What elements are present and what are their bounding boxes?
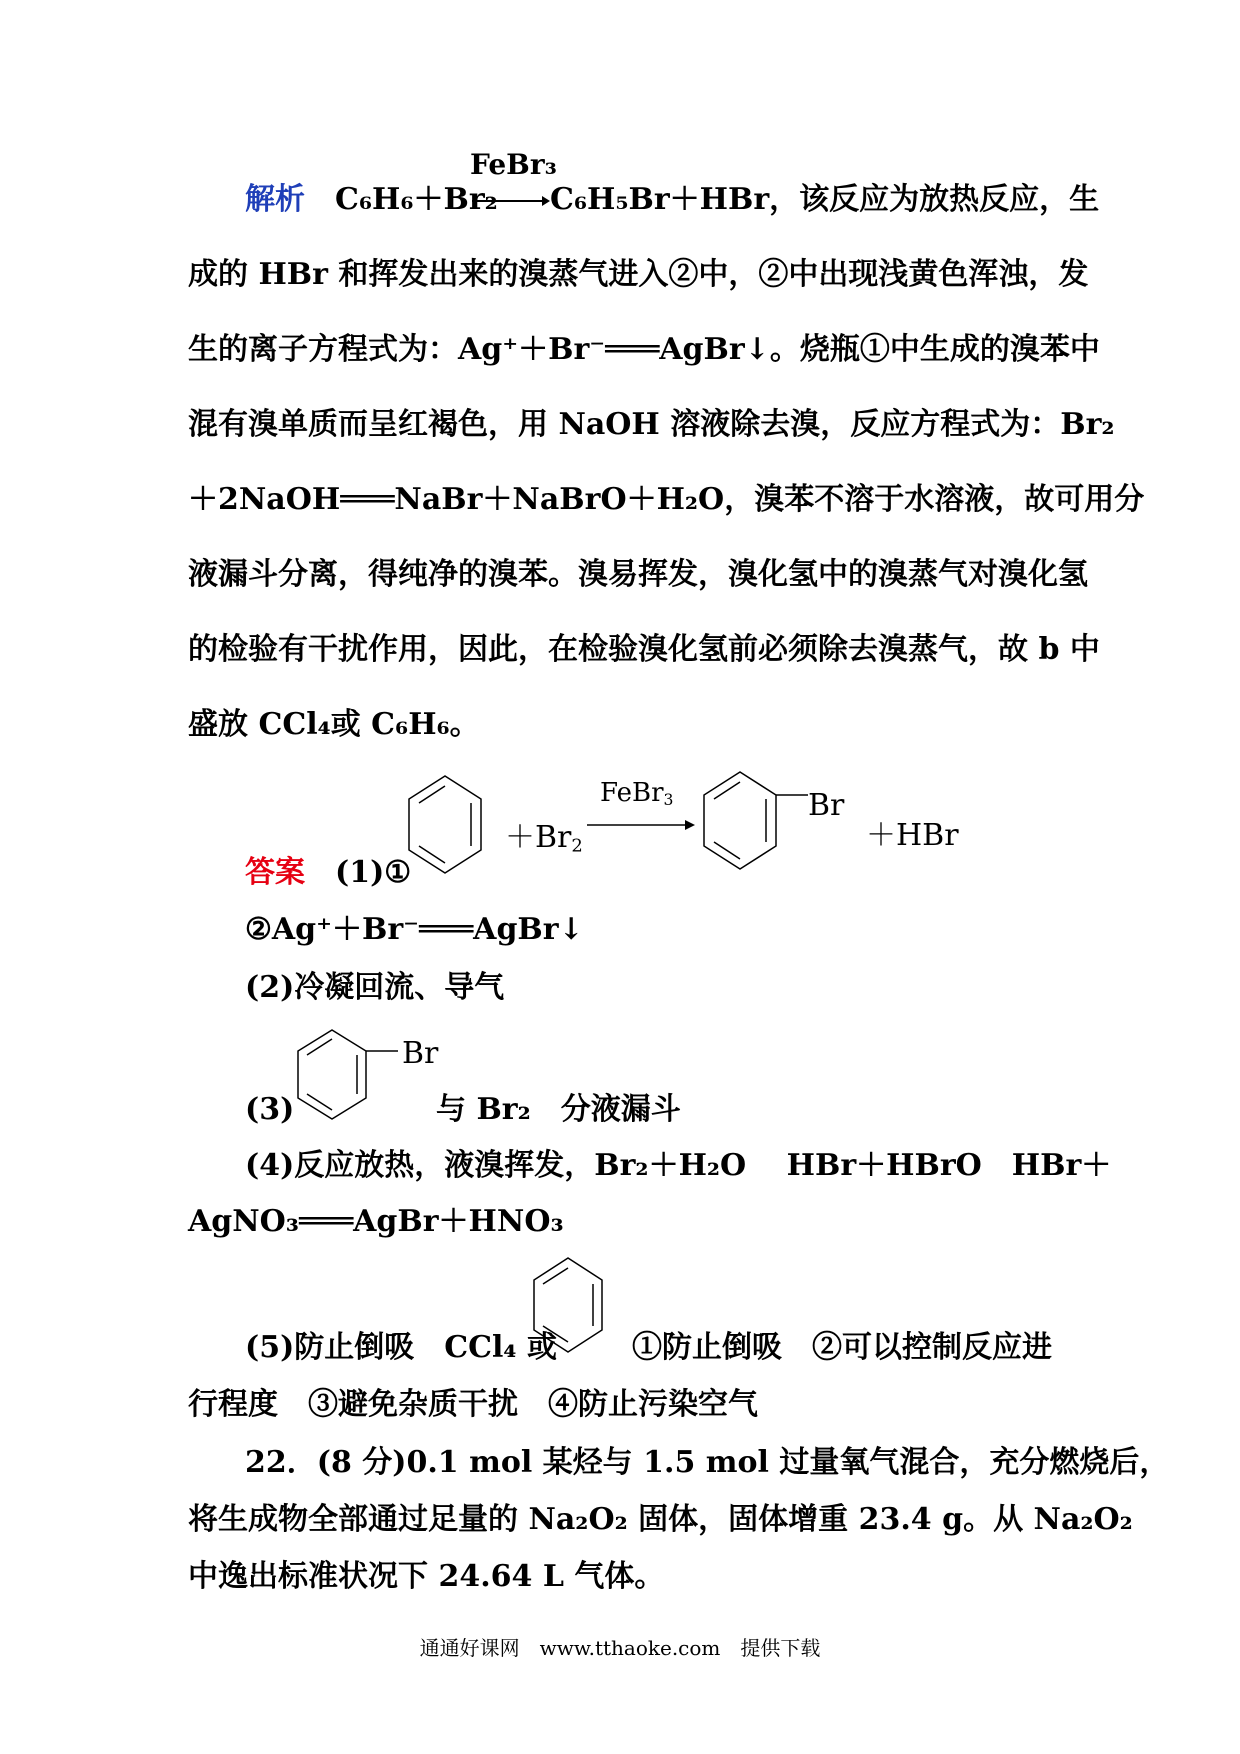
question22-line3 [0, 1557, 1240, 1597]
answer-part2-text: (2)冷凝回流、导气 [245, 970, 505, 1005]
answer-part4-line1 [0, 1146, 1240, 1186]
answer-label: 答案 [245, 855, 305, 890]
analysis-text-6: 液漏斗分离，得纯净的溴苯。溴易挥发，溴化氢中的溴蒸气对溴化氢 [188, 557, 1088, 592]
answer-part5-prefix: (5)防止倒吸 CCl₄ 或 [245, 1330, 557, 1365]
analysis-text-3: 生的离子方程式为：Ag⁺＋Br⁻═══AgBr↓。烧瓶①中生成的溴苯中 [188, 332, 1100, 367]
scheme-br-label: Br [808, 788, 845, 823]
scheme-catalyst-text: FeBr [600, 778, 664, 808]
analysis-line-5 [0, 480, 1240, 520]
answer-part4-line2 [0, 1202, 1240, 1242]
analysis-label: 解析 [245, 182, 305, 217]
answer-part5-line2-text: 行程度 ③避免杂质干扰 ④防止污染空气 [188, 1387, 758, 1422]
benzene-ring-icon [405, 772, 485, 882]
scheme-br2-text: ＋Br [505, 820, 572, 855]
analysis-text-4: 混有溴单质而呈红褐色，用 NaOH 溶液除去溴，反应方程式为：Br₂ [188, 407, 1115, 442]
analysis-line-8 [0, 705, 1240, 745]
analysis-text-2: 成的 HBr 和挥发出来的溴蒸气进入②中，②中出现浅黄色浑浊，发 [188, 257, 1089, 292]
answer-part3-prefix: (3) [245, 1092, 295, 1127]
question22-line1 [0, 1443, 1240, 1483]
answer-part5-rest: ①防止倒吸 ②可以控制反应进 [632, 1330, 1052, 1365]
question22-text-3: 中逸出标准状况下 24.64 L 气体。 [188, 1559, 665, 1594]
catalyst-label: FeBr₃ [470, 148, 557, 181]
answer-part1-prefix: (1)① [335, 855, 412, 890]
scheme-catalyst-subscript: 3 [663, 790, 674, 809]
analysis-text-5: ＋2NaOH═══NaBr＋NaBrO＋H₂O，溴苯不溶于水溶液，故可用分 [188, 482, 1145, 517]
scheme-hbr: ＋HBr [866, 818, 959, 853]
question22-text-2: 将生成物全部通过足量的 Na₂O₂ 固体，固体增重 23.4 g。从 Na₂O₂ [188, 1502, 1133, 1537]
answer-part1-line2-text: ②Ag⁺＋Br⁻═══AgBr↓ [245, 912, 584, 947]
part3-br-label: Br [402, 1036, 439, 1071]
bromobenzene-icon [700, 768, 815, 878]
analysis-text-8: 盛放 CCl₄或 C₆H₆。 [188, 707, 480, 742]
answer-part4-line2-text: AgNO₃═══AgBr＋HNO₃ [188, 1204, 564, 1239]
footer-text: 通通好课网 www.tthaoke.com 提供下载 [419, 1636, 821, 1660]
scheme-arrow-icon [585, 818, 695, 832]
scheme-catalyst [600, 778, 673, 808]
analysis-line-3 [0, 330, 1240, 370]
analysis-line-2 [0, 255, 1240, 295]
analysis-text-7: 的检验有干扰作用，因此，在检验溴化氢前必须除去溴蒸气，故 b 中 [188, 632, 1100, 667]
analysis-line-6 [0, 555, 1240, 595]
equation-reactants: C₆H₆＋Br₂ [335, 182, 498, 217]
answer-part3-rest: 与 Br₂ 分液漏斗 [436, 1092, 681, 1127]
equation-products: C₆H₅Br＋HBr，该反应为放热反应，生 [550, 182, 1100, 217]
answer-part2 [0, 968, 1240, 1008]
analysis-line-4 [0, 405, 1240, 445]
reaction-arrow-icon [470, 194, 550, 208]
scheme-plus-br2 [505, 812, 583, 856]
question22-line2 [0, 1500, 1240, 1540]
answer-part1-line2 [0, 910, 1240, 950]
answer-part4-line1-text: (4)反应放热，液溴挥发，Br₂＋H₂O HBr＋HBrO HBr＋ [245, 1148, 1112, 1183]
question22-text-1: 22．(8 分)0.1 mol 某烃与 1.5 mol 过量氧气混合，充分燃烧后， [245, 1445, 1170, 1480]
analysis-line-7 [0, 630, 1240, 670]
bromobenzene-small-icon [294, 1026, 404, 1126]
scheme-br2-subscript: 2 [571, 835, 583, 857]
answer-part5-line2 [0, 1385, 1240, 1425]
